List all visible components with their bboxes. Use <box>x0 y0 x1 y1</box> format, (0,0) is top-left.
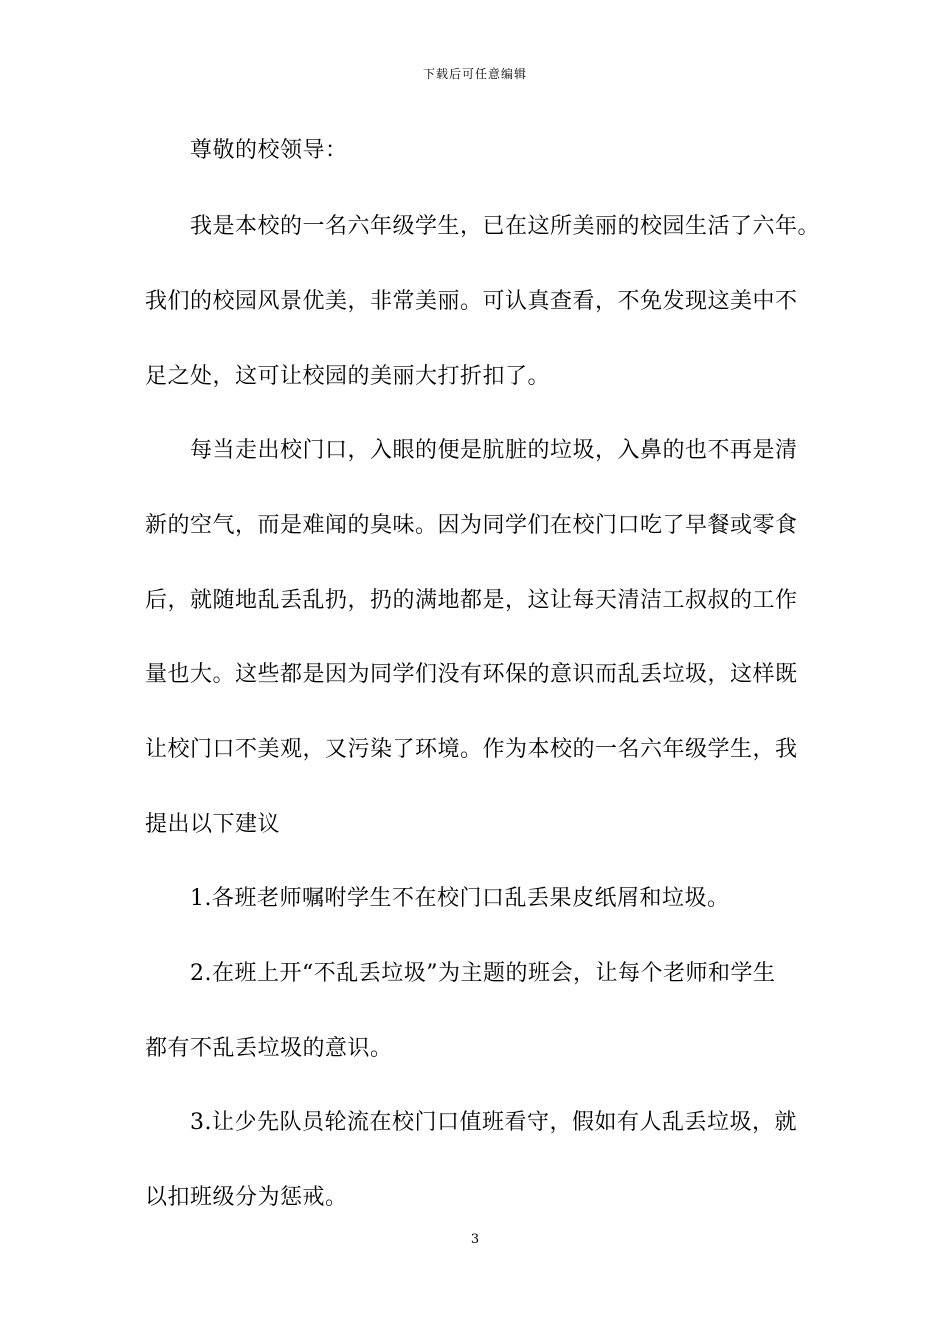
paragraph-line: 提出以下建议 <box>145 812 281 837</box>
paragraph-line: 新的空气，而是难闻的臭味。因为同学们在校门口吃了早餐或零食 <box>145 513 798 538</box>
page-number: 3 <box>470 1232 480 1247</box>
salutation: 尊敬的校领导： <box>190 138 348 163</box>
suggestion-item: 1.各班老师嘱咐学生不在校门口乱丢果皮纸屑和垃圾。 <box>190 886 730 911</box>
suggestion-item: 3.让少先队员轮流在校门口值班看守，假如有人乱丢垃圾，就 <box>190 1110 797 1135</box>
paragraph-line: 足之处，这可让校园的美丽大打折扣了。 <box>145 364 551 389</box>
suggestion-item-continued: 都有不乱丢垃圾的意识。 <box>145 1036 393 1061</box>
suggestion-item: 2.在班上开“不乱丢垃圾”为主题的班会，让每个老师和学生 <box>190 961 776 986</box>
page-header: 下载后可任意编辑 <box>422 67 527 81</box>
paragraph-line: 我是本校的一名六年级学生，已在这所美丽的校园生活了六年。 <box>190 214 821 239</box>
paragraph-line: 每当走出校门口，入眼的便是肮脏的垃圾，入鼻的也不再是清 <box>190 438 798 463</box>
paragraph-line: 我们的校园风景优美，非常美丽。可认真查看，不免发现这美中不 <box>145 289 798 314</box>
paragraph-line: 量也大。这些都是因为同学们没有环保的意识而乱丢垃圾，这样既 <box>145 662 798 687</box>
paragraph-line: 让校门口不美观，又污染了环境。作为本校的一名六年级学生，我 <box>145 737 798 762</box>
suggestion-item-continued: 以扣班级分为惩戒。 <box>145 1185 348 1210</box>
paragraph-line: 后，就随地乱丢乱扔，扔的满地都是，这让每天清洁工叔叔的工作 <box>145 588 798 613</box>
